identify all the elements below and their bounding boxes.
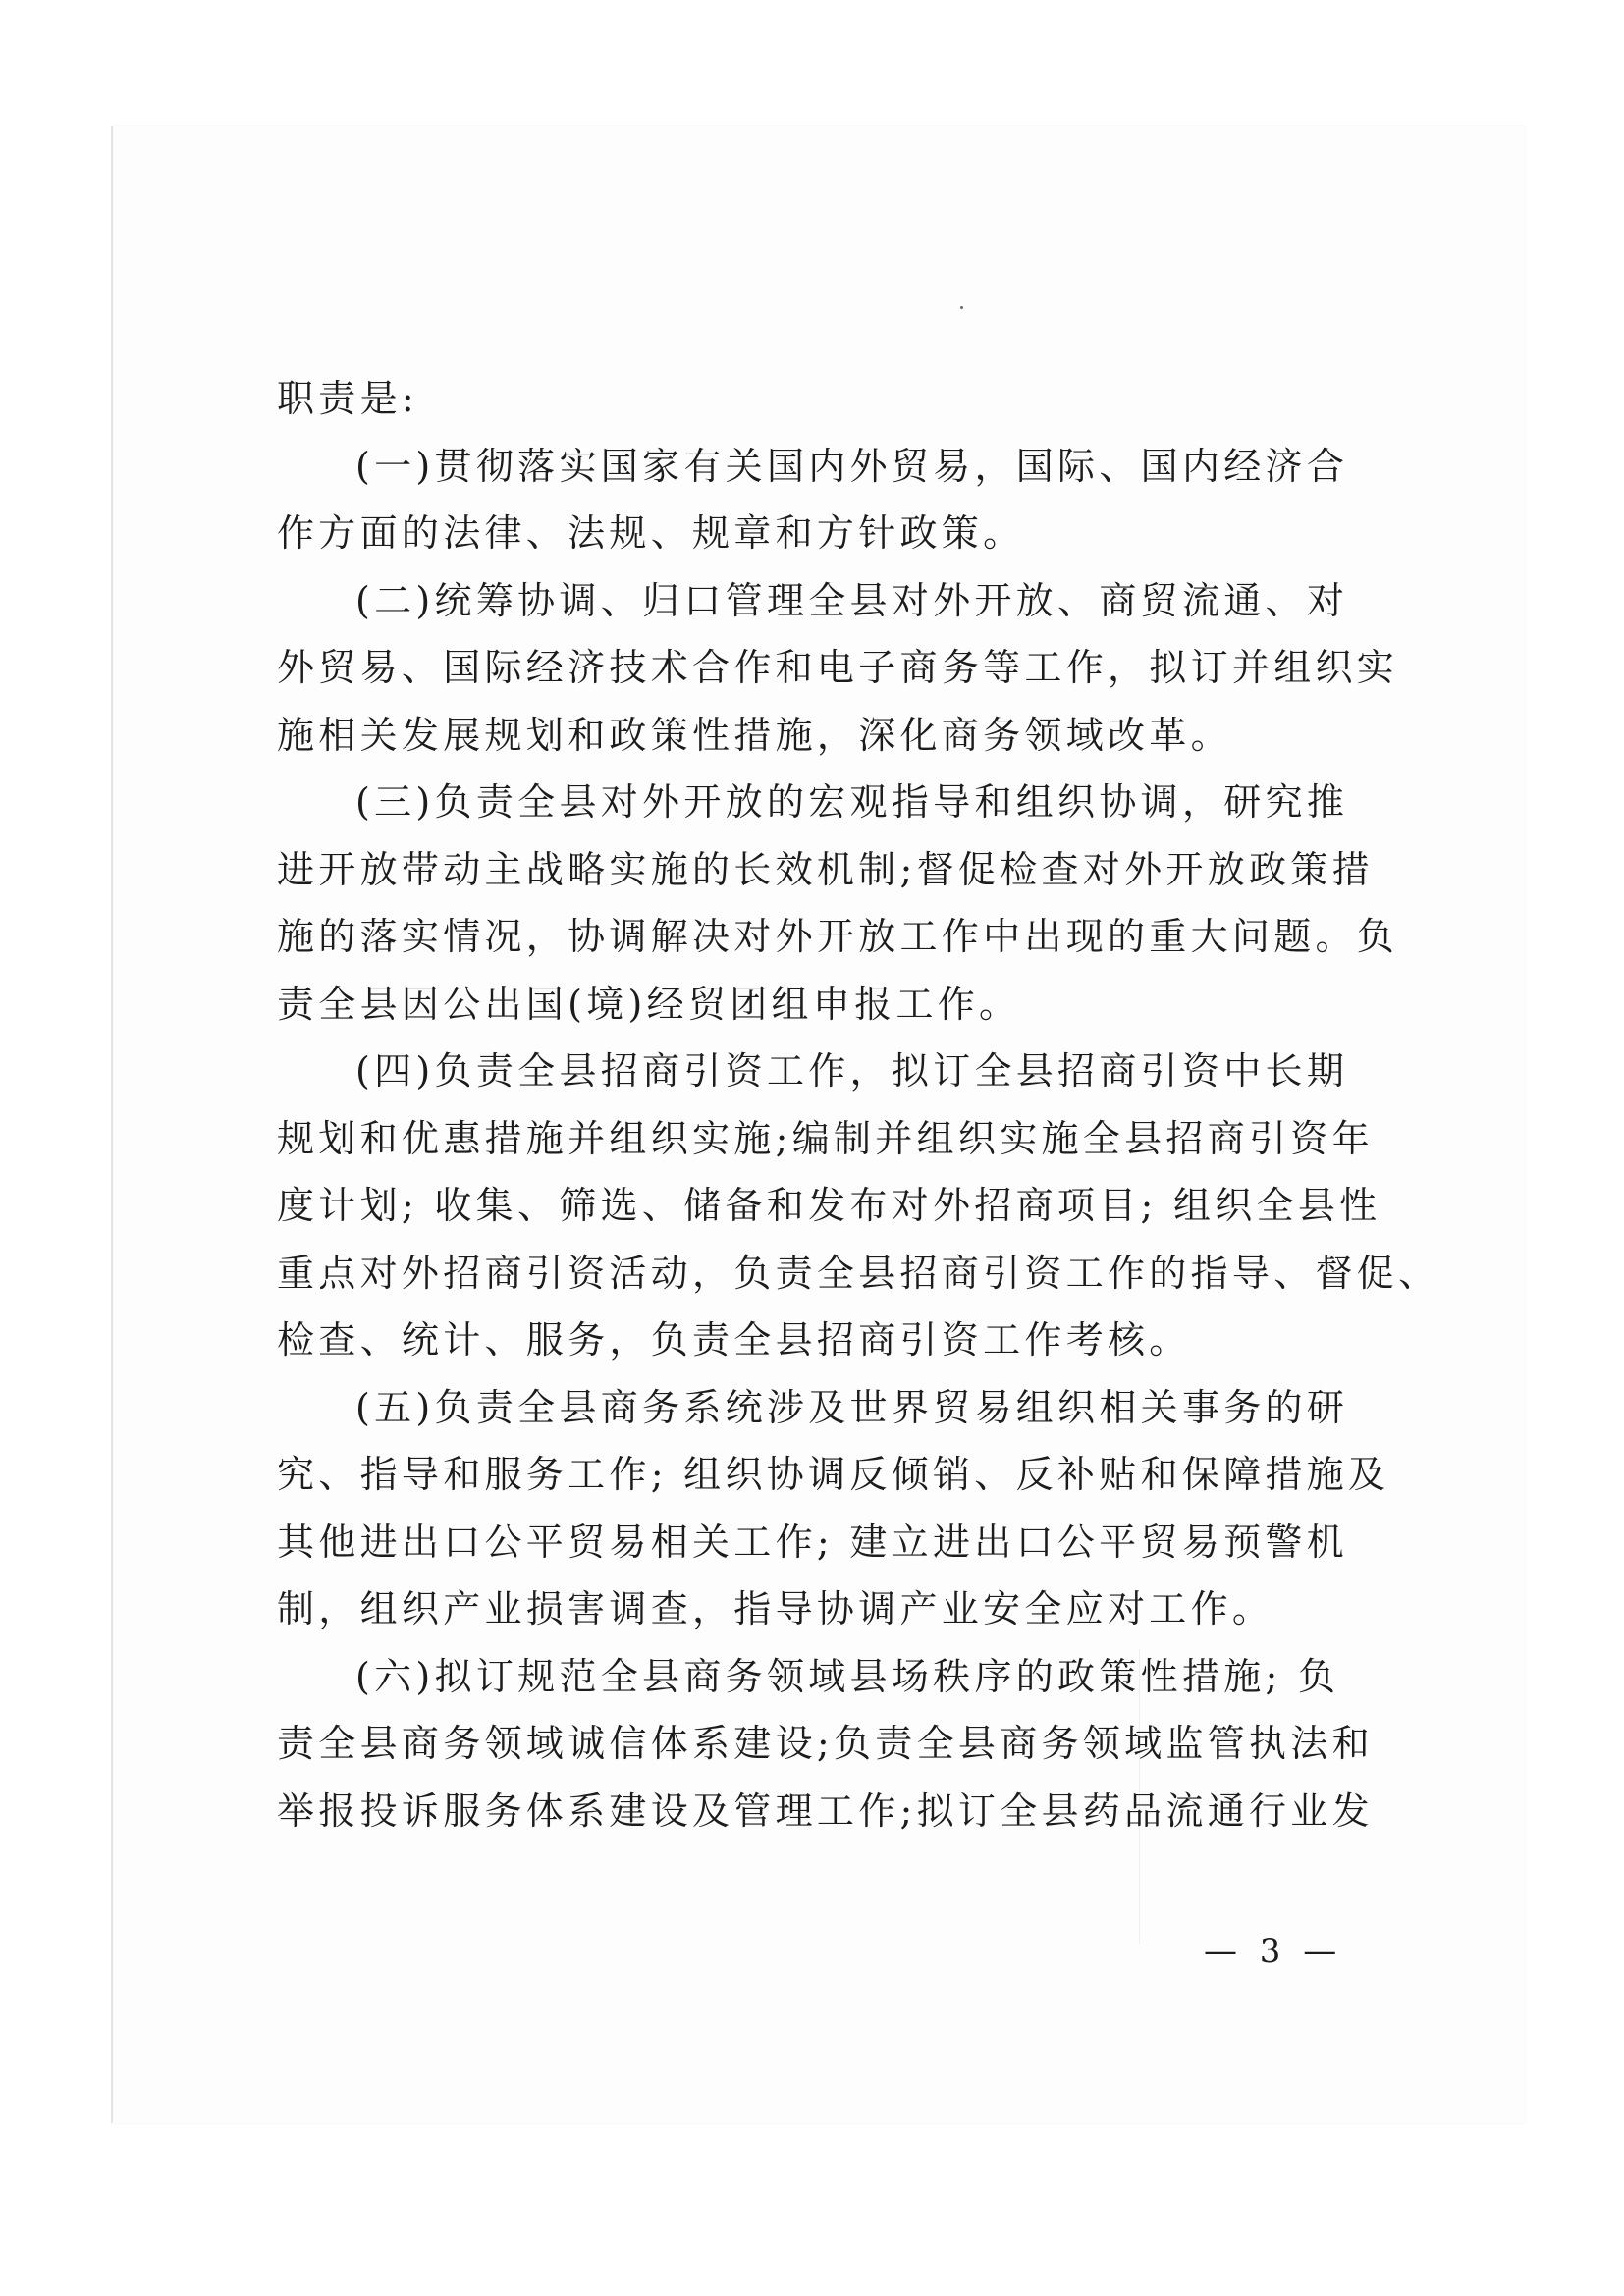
text-line: 施相关发展规划和政策性措施，深化商务领域改革。 <box>277 713 1232 757</box>
text-line: 制，组织产业损害调查，指导协调产业安全应对工作。 <box>277 1587 1274 1630</box>
text-line: 作方面的法律、法规、规章和方针政策。 <box>277 511 1025 555</box>
text-line: 规划和优惠措施并组织实施;编制并组织实施全县招商引资年 <box>277 1116 1374 1160</box>
text-line: 度计划; 收集、筛选、储备和发布对外招商项目; 组织全县性 <box>277 1184 1381 1227</box>
document-body <box>277 365 1440 1844</box>
text-line: 责全县因公出国(境)经贸团组申报工作。 <box>277 982 1021 1026</box>
text-line: (五)负责全县商务系统涉及世界贸易组织相关事务的研 <box>355 1385 1349 1429</box>
text-line: (四)负责全县招商引资工作，拟订全县招商引资中长期 <box>355 1049 1349 1093</box>
page-number: — 3 — <box>1204 1932 1343 1971</box>
text-line: 重点对外招商引资活动，负责全县招商引资工作的指导、督促、 <box>277 1251 1440 1295</box>
text-line: (三)负责全县对外开放的宏观指导和组织协调，研究推 <box>355 780 1349 824</box>
text-line: (六)拟订规范全县商务领域县场秩序的政策性措施; 负 <box>355 1654 1340 1698</box>
text-line: (二)统筹协调、归口管理全县对外开放、商贸流通、对 <box>355 578 1349 622</box>
text-line: 进开放带动主战略实施的长效机制;督促检查对外开放政策措 <box>277 847 1374 891</box>
text-line: 究、指导和服务工作; 组织协调反倾销、反补贴和保障措施及 <box>277 1453 1390 1496</box>
text-line: 职责是: <box>277 377 419 420</box>
text-line: 其他进出口公平贸易相关工作; 建立进出口公平贸易预警机 <box>277 1520 1348 1564</box>
scan-speck <box>960 306 963 309</box>
text-line: 举报投诉服务体系建设及管理工作;拟订全县药品流通行业发 <box>277 1789 1374 1833</box>
text-line: 施的落实情况，协调解决对外开放工作中出现的重大问题。负 <box>277 915 1399 958</box>
text-line: 外贸易、国际经济技术合作和电子商务等工作，拟订并组织实 <box>277 646 1399 689</box>
text-line: 责全县商务领域诚信体系建设;负责全县商务领域监管执法和 <box>277 1722 1374 1765</box>
text-line: 检查、统计、服务，负责全县招商引资工作考核。 <box>277 1318 1191 1362</box>
text-line: (一)贯彻落实国家有关国内外贸易，国际、国内经济合 <box>355 444 1349 488</box>
